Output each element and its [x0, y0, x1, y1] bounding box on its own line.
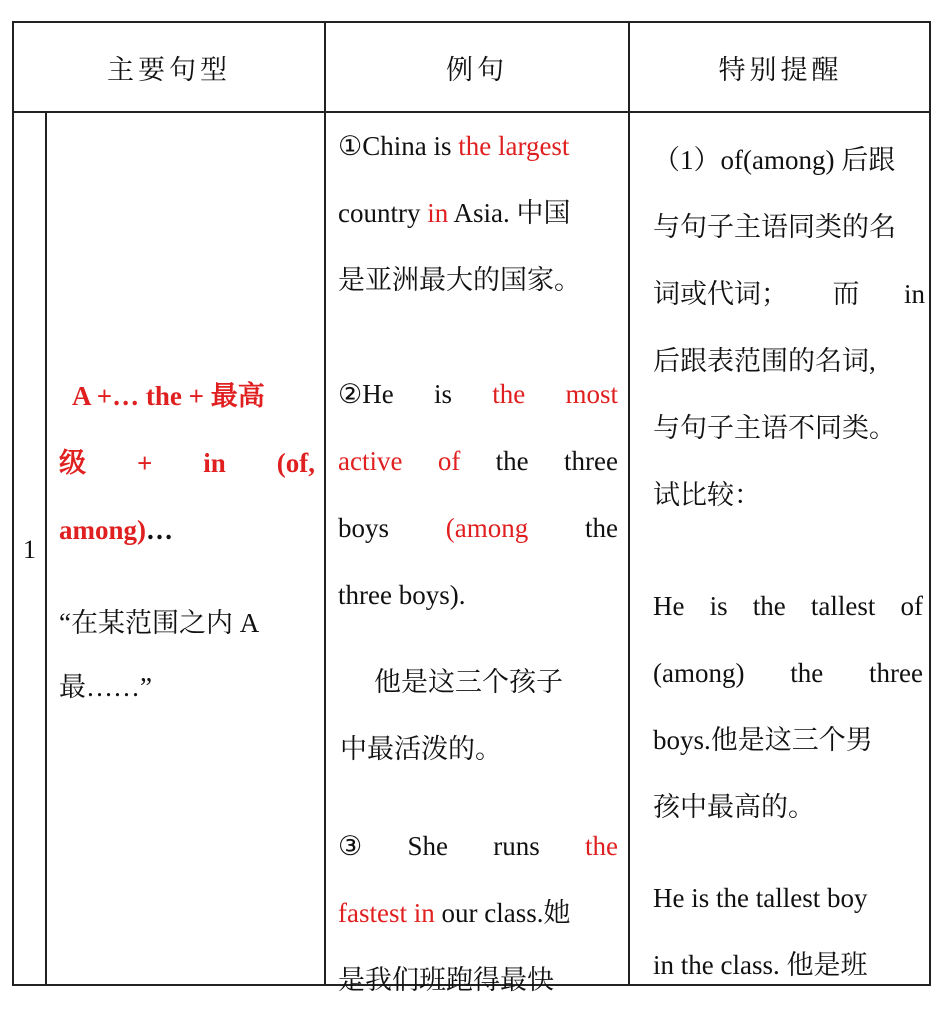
compare-line-5: He is the tallest boy — [653, 883, 868, 913]
highlight-run: active — [338, 446, 403, 476]
meaning-line-1: “在某范围之内 A — [59, 608, 260, 638]
text-run: the — [495, 446, 529, 476]
text-run: three — [869, 658, 923, 688]
text-run: boys — [338, 513, 390, 543]
example-2-line-1 — [338, 361, 618, 428]
pattern-line-2 — [59, 430, 315, 497]
compare-line-1 — [653, 573, 923, 640]
example-2-line-5: 他是这三个孩子 — [374, 667, 563, 697]
examples-cell — [338, 113, 630, 995]
pattern-ellipsis: … — [146, 515, 173, 545]
example-3-line-2 — [338, 880, 618, 947]
notes-comparison — [643, 573, 929, 999]
text-run: Asia. 中国 — [448, 198, 571, 228]
text-run: of — [900, 591, 923, 621]
text-run: runs — [493, 831, 540, 861]
example-1-line-2 — [338, 180, 630, 247]
highlight-run: most — [565, 379, 618, 409]
example-3-line-3: 是我们班跑得最快 — [338, 965, 554, 995]
text-run: ③ — [338, 831, 363, 861]
example-1-line-1 — [338, 113, 630, 180]
notes-cell — [643, 113, 929, 986]
example-1 — [338, 113, 630, 314]
text-run: the — [585, 513, 618, 543]
note-line-1: （1）of(among) 后跟 — [653, 145, 896, 175]
text-run: is — [709, 591, 728, 621]
text-run: ②He — [338, 379, 394, 409]
example-2-line-3 — [338, 495, 618, 562]
text-run: (among) — [653, 658, 745, 688]
highlight-run: the — [584, 831, 618, 861]
text-run: She — [407, 831, 448, 861]
pattern-cell — [47, 113, 326, 986]
example-2 — [338, 361, 630, 783]
highlight-run: the largest — [458, 131, 570, 161]
text-run: is — [433, 379, 452, 409]
example-2-line-6: 中最活泼的。 — [340, 734, 502, 764]
text-run: ①China is — [338, 131, 459, 161]
text-run: the — [790, 658, 824, 688]
compare-line-4: 孩中最高的。 — [653, 792, 815, 822]
pattern-word: in — [203, 448, 226, 478]
notes-rule — [643, 127, 929, 529]
text-run: the — [752, 591, 786, 621]
row-number: 1 — [23, 534, 36, 564]
note-line-4: 后跟表范围的名词, — [653, 346, 876, 376]
compare-line-2 — [653, 640, 923, 707]
grammar-table — [12, 21, 931, 995]
highlight-run: (among — [445, 513, 529, 543]
example-1-line-3: 是亚洲最大的国家。 — [338, 265, 581, 295]
pattern-meaning — [59, 591, 315, 719]
note-line-6: 试比较： — [653, 480, 761, 510]
highlight-run: fastest in — [338, 898, 435, 928]
pattern-line-1: A +… the + 最高 — [72, 381, 265, 411]
pattern-word: among) — [59, 515, 146, 545]
compare-line-6: in the class. 他是班 — [653, 950, 868, 980]
text-run: tallest — [810, 591, 876, 621]
highlight-run: the — [492, 379, 526, 409]
text-run: country — [338, 198, 428, 228]
text-run: in — [903, 279, 925, 309]
text-run: three — [564, 446, 618, 476]
pattern-word: 级 — [59, 448, 86, 478]
text-run: our class.她 — [434, 898, 571, 928]
note-line-5: 与句子主语不同类。 — [653, 413, 896, 443]
example-2-line-2 — [338, 428, 618, 495]
meaning-line-2: 最……” — [59, 672, 152, 702]
header-pattern: 主要句型 — [107, 54, 231, 85]
sentence-pattern — [59, 363, 315, 564]
text-run: 而 — [832, 279, 860, 309]
compare-line-3: boys.他是这三个男 — [653, 725, 873, 755]
header-notes: 特别提醒 — [718, 54, 843, 85]
note-line-2: 与句子主语同类的名 — [653, 212, 896, 242]
header-example: 例句 — [446, 54, 508, 85]
highlight-run: in — [427, 198, 449, 228]
example-2-line-4: three boys). — [338, 580, 466, 610]
pattern-line-3 — [59, 497, 315, 564]
example-3-line-1 — [338, 813, 618, 880]
highlight-run: of — [437, 446, 461, 476]
example-3 — [338, 813, 630, 1014]
text-run: 词或代词； — [653, 279, 788, 309]
text-run: He — [653, 591, 685, 621]
pattern-word: + — [136, 448, 153, 478]
pattern-word: (of, — [276, 448, 315, 478]
note-line-3 — [653, 261, 925, 328]
